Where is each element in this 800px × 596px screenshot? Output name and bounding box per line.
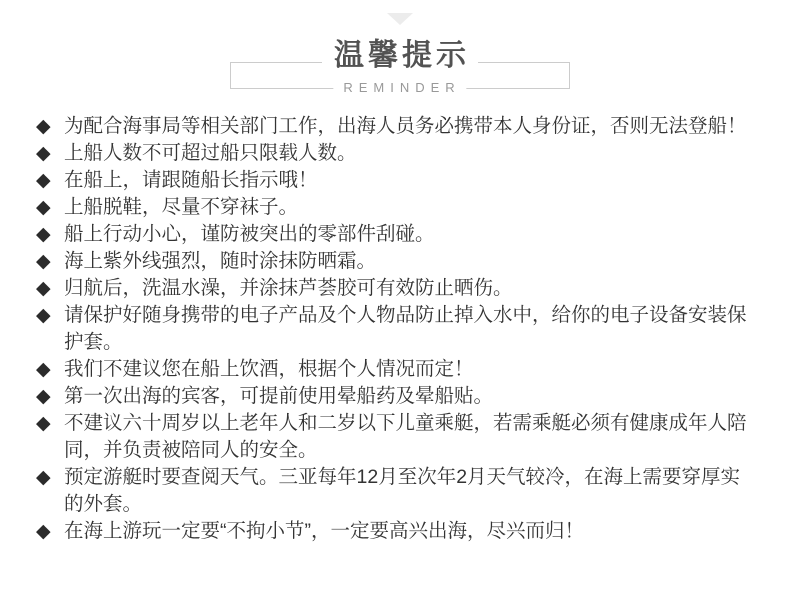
page-subtitle: REMINDER <box>333 80 466 96</box>
diamond-bullet-icon: ◆ <box>36 413 51 434</box>
tip-item <box>0 140 752 167</box>
tip-text: 为配合海事局等相关部门工作，出海人员务必携带本人身份证，否则无法登船！ <box>64 115 747 137</box>
tip-text: 上船人数不可超过船只限载人数。 <box>64 142 357 164</box>
tip-item <box>0 518 752 545</box>
tip-item <box>0 464 752 518</box>
tip-text: 我们不建议您在船上饮酒，根据个人情况而定！ <box>64 358 474 380</box>
diamond-bullet-icon: ◆ <box>36 467 51 488</box>
tip-text: 上船脱鞋，尽量不穿袜子。 <box>64 196 299 218</box>
diamond-bullet-icon: ◆ <box>36 224 51 245</box>
tip-text: 船上行动小心，谨防被突出的零部件刮碰。 <box>64 223 435 245</box>
page-title: 温馨提示 <box>322 39 478 73</box>
diamond-bullet-icon: ◆ <box>36 251 51 272</box>
diamond-bullet-icon: ◆ <box>36 116 51 137</box>
tip-item <box>0 356 752 383</box>
tip-item <box>0 410 752 464</box>
diamond-bullet-icon: ◆ <box>36 143 51 164</box>
tip-item <box>0 302 752 356</box>
tip-item <box>0 113 752 140</box>
tip-text: 不建议六十周岁以上老年人和二岁以下儿童乘艇，若需乘艇必须有健康成年人陪同，并负责被陪同人的安全。 <box>64 412 747 461</box>
tip-item <box>0 194 752 221</box>
header-frame <box>230 39 570 95</box>
tip-text: 请保护好随身携带的电子产品及个人物品防止掉入水中，给你的电子设备安装保护套。 <box>64 304 747 353</box>
triangle-down-icon <box>387 13 413 25</box>
tip-text: 预定游艇时要查阅天气。三亚每年12月至次年2月天气较冷，在海上需要穿厚实的外套。 <box>64 466 741 515</box>
diamond-bullet-icon: ◆ <box>36 305 51 326</box>
diamond-bullet-icon: ◆ <box>36 170 51 191</box>
tip-item <box>0 248 752 275</box>
diamond-bullet-icon: ◆ <box>36 359 51 380</box>
diamond-bullet-icon: ◆ <box>36 278 51 299</box>
diamond-bullet-icon: ◆ <box>36 521 51 542</box>
tip-item <box>0 221 752 248</box>
tip-item <box>0 275 752 302</box>
tip-item <box>0 383 752 410</box>
tips-list <box>0 113 800 545</box>
diamond-bullet-icon: ◆ <box>36 386 51 407</box>
tip-text: 归航后，洗温水澡，并涂抹芦荟胶可有效防止晒伤。 <box>64 277 513 299</box>
tip-item <box>0 167 752 194</box>
tip-text: 在海上游玩一定要“不拘小节”，一定要高兴出海，尽兴而归！ <box>64 520 584 542</box>
diamond-bullet-icon: ◆ <box>36 197 51 218</box>
tip-text: 在船上，请跟随船长指示哦！ <box>64 169 318 191</box>
tip-text: 海上紫外线强烈，随时涂抹防晒霜。 <box>64 250 377 272</box>
tip-text: 第一次出海的宾客，可提前使用晕船药及晕船贴。 <box>64 385 494 407</box>
reminder-notice <box>0 13 800 596</box>
